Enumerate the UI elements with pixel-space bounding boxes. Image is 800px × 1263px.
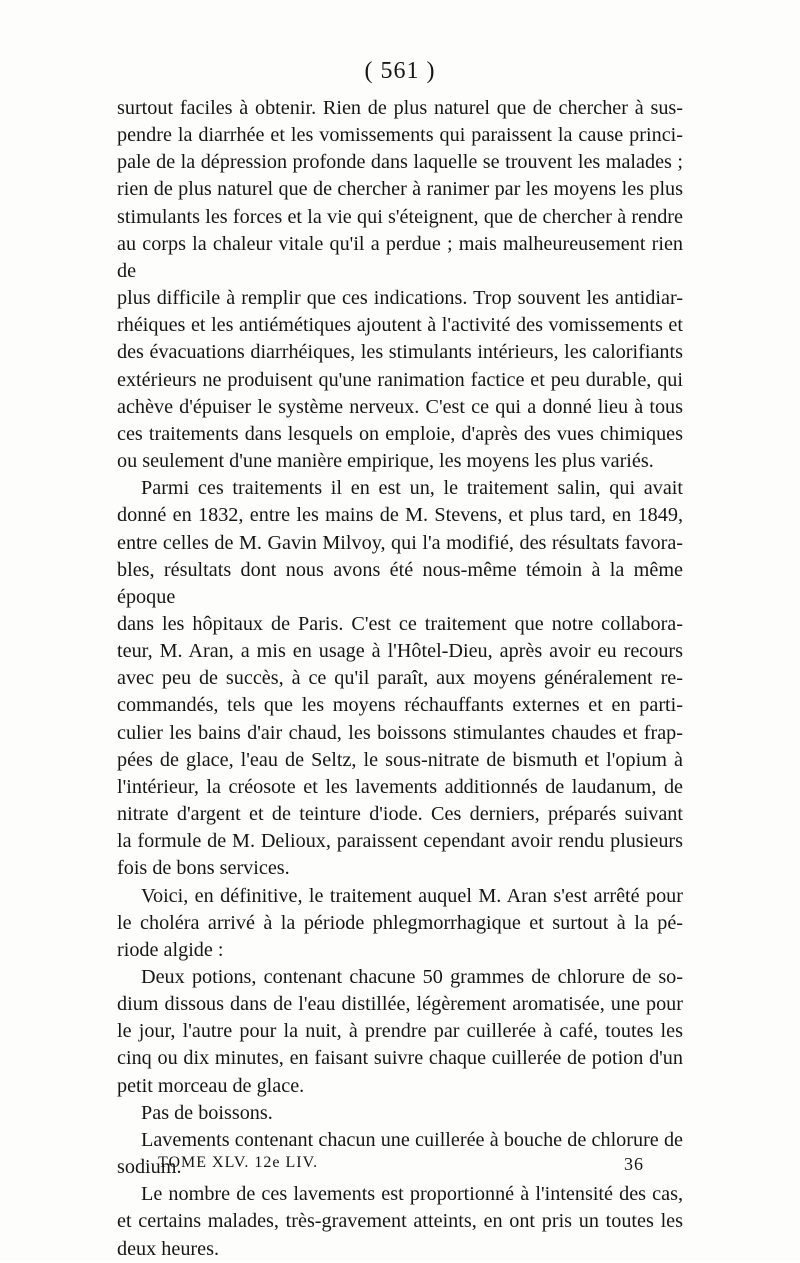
text-line: au corps la chaleur vitale qu'il a perdue ; mais malheureusement rien de (117, 232, 683, 282)
text-line: achève d'épuiser le système nerveux. C'est ce qui a donné lieu à tous (117, 395, 683, 418)
text-line: Lavements contenant chacun une cuillerée à bouche de chlorure de (141, 1128, 683, 1151)
text-line: bles, résultats dont nous avons été nous-même témoin à la même époque (117, 558, 683, 608)
sheet-number: 36 (624, 1154, 644, 1174)
text-line: pendre la diarrhée et les vomissements qui paraissent la cause princi- (117, 124, 683, 147)
text-line: sodium. (117, 1156, 182, 1179)
text-line: commandés, tels que les moyens réchauffants externes et en parti- (117, 694, 683, 717)
text-line: pale de la dépression profonde dans laquelle se trouvent les malades ; (117, 151, 683, 174)
text-line: la formule de M. Delioux, paraissent cependant avoir rendu plusieurs (117, 830, 683, 853)
text-line: stimulants les forces et la vie qui s'éteignent, que de chercher à rendre (117, 205, 683, 228)
text-line: entre celles de M. Gavin Milvoy, qui l'a modifié, des résultats favora- (117, 531, 683, 554)
text-line: cinq ou dix minutes, en faisant suivre chaque cuillerée de potion d'un (117, 1047, 683, 1070)
text-line: avec peu de succès, à ce qu'il paraît, aux moyens généralement re- (117, 667, 683, 690)
text-line: fois de bons services. (117, 857, 290, 880)
text-line: l'intérieur, la créosote et les lavements additionnés de laudanum, de (117, 775, 683, 798)
text-line: le choléra arrivé à la période phlegmorrhagique et surtout à la pé- (117, 911, 683, 934)
text-line: rhéiques et les antiémétiques ajoutent à l'activité des vomissements et (117, 314, 683, 337)
text-line: Voici, en définitive, le traitement auquel M. Aran s'est arrêté pour (141, 884, 683, 907)
text-line: Parmi ces traitements il en est un, le traitement salin, qui avait (141, 477, 683, 500)
text-line: teur, M. Aran, a mis en usage à l'Hôtel-Dieu, après avoir eu recours (117, 640, 683, 663)
text-line: le jour, l'autre pour la nuit, à prendre par cuillerée à café, toutes les (117, 1020, 683, 1043)
text-line: dium dissous dans de l'eau distillée, légèrement aromatisée, une pour (117, 993, 683, 1016)
text-line: Deux potions, contenant chacune 50 grammes de chlorure de so- (141, 966, 683, 988)
text-line: et certains malades, très-gravement atteints, en ont pris un toutes les (117, 1210, 683, 1233)
text-line: ces traitements dans lesquels on emploie, d'après des vues chimiques (117, 422, 683, 445)
text-line: petit morceau de glace. (117, 1074, 305, 1097)
text-line: dans les hôpitaux de Paris. C'est ce traitement que notre collabora- (117, 612, 683, 635)
body-text (117, 95, 683, 1263)
text-line: culier les bains d'air chaud, les boissons stimulantes chaudes et frap- (117, 721, 683, 744)
text-line: des évacuations diarrhéiques, les stimulants intérieurs, les calorifiants (117, 341, 683, 364)
text-line: donné en 1832, entre les mains de M. Stevens, et plus tard, en 1849, (117, 504, 683, 527)
text-line: deux heures. (117, 1237, 220, 1260)
text-line: nitrate d'argent et de teinture d'iode. Ces derniers, préparés suivant (117, 803, 683, 826)
text-line: plus difficile à remplir que ces indications. Trop souvent les antidiar- (117, 287, 683, 310)
text-line: rien de plus naturel que de chercher à ranimer par les moyens les plus (117, 178, 683, 201)
text-line: riode algide : (117, 938, 224, 961)
text-line: extérieurs ne produisent qu'une ranimation factice et peu durable, qui (117, 368, 683, 391)
text-line: pées de glace, l'eau de Seltz, le sous-nitrate de bismuth et l'opium à (117, 748, 683, 771)
text-line: Pas de boissons. (141, 1101, 273, 1124)
text-line: surtout faciles à obtenir. Rien de plus naturel que de chercher à sus- (117, 97, 683, 119)
page-number: ( 561 ) (364, 58, 436, 84)
text-line: Le nombre de ces lavements est proportionné à l'intensité des cas, (141, 1183, 683, 1206)
volume-signature: TOME XLV. 12e LIV. (158, 1154, 319, 1171)
text-line: ou seulement d'une manière empirique, les moyens les plus variés. (117, 450, 654, 473)
